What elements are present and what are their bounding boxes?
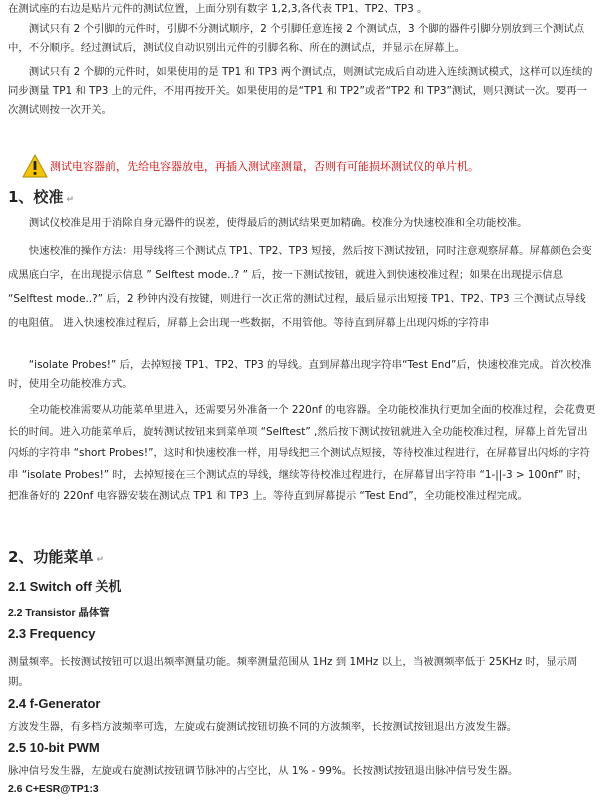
intro-line-1: 在测试座的右边是贴片元件的测试位置，上面分别有数字 1,2,3,各代表 TP1、TP2、TP3 。 bbox=[8, 3, 428, 15]
menu-item-switch-off-heading: 2.1 Switch off 关机 bbox=[8, 579, 122, 594]
menu-item-frequency-body: 测量频率。长按测试按钮可以退出频率测量功能。频率测量范围从 1Hz 到 1MHz 以上，当被测频率低于 25KHz 时，显示周期。 bbox=[8, 656, 578, 688]
menu-item-c-esr-heading: 2.6 C+ESR@TP1:3 bbox=[8, 784, 99, 795]
section-1-title: 1、校准 ↵ bbox=[8, 188, 74, 206]
menu-item-frequency-heading: 2.3 Frequency bbox=[8, 626, 96, 641]
warning-callout bbox=[22, 152, 479, 180]
section-1-paragraph-1: 测试仪校准是用于消除自身元器件的误差，使得最后的测试结果更加精确。校准分为快速校准和全功能校准。 bbox=[28, 217, 528, 229]
section-1-paragraph-2: 快速校准的操作方法：用导线将三个测试点 TP1、TP2、TP3 短接，然后按下测试按钮，同时注意观察屏幕。屏幕颜色会变成黑底白字，在出现提示信息 ” Selftest mode..? ” 后，按一下测试按钮，就进入到快速校准过程；如果在出现提示信息 “Selftest mode..?” 后，2 秒钟内没有按键，则进行一次正常的测试过程，最后显示出短接 TP1、TP2、TP3 三个测试点导线的电阻值。 进入快速校准过程后，屏幕上会出现一些数据，不用管他。等待直到屏幕上出现闪烁的字符串 bbox=[8, 245, 592, 329]
intro-paragraph-3: 测试只有 2 个脚的元件时，如果使用的是 TP1 和 TP3 两个测试点，则测试完成后自动进入连续测试模式，这样可以连续的同步测量 TP1 和 TP3 上的元件，不用再按开关。如果使用的是“TP1 和 TP2”或者“TP2 和 TP3”测试，则只测试一次。要再一次测试则按一次开关。 bbox=[8, 66, 593, 116]
section-2-title: 2、功能菜单 ↵ bbox=[8, 548, 104, 566]
section-1-paragraph-4: 全功能校准需要从功能菜单里进入，还需要另外准备一个 220nf 的电容器。全功能校准执行更加全面的校准过程，会花费更长的时间。进入功能菜单后，旋转测试按钮来到菜单项 “Selftest” ,然后按下测试按钮就进入全功能校准过程，屏幕上首先冒出闪烁的字符串 “short Probes!”，这时和快速校准一样，用导线把三个测试点短接，等待校准过程进行，在屏幕冒出闪烁的字符串 “isolate Probes!” 时，去掉短接在三个测试点的导线，继续等待校准过程进行，在屏幕冒出字符串 “1-||-3 > 100nf” 时，把准备好的 220nf 电容器安装在测试点 TP1 和 TP3 上。等待直到屏幕提示 “Test End”，全功能校准过程完成。 bbox=[8, 404, 596, 502]
warning-triangle-icon bbox=[22, 154, 48, 178]
menu-item-pwm-body: 脉冲信号发生器，左旋或右旋测试按钮调节脉冲的占空比，从 1% - 99%。长按测试按钮退出脉冲信号发生器。 bbox=[8, 765, 519, 777]
section-1-paragraph-3: “isolate Probes!” 后，去掉短接 TP1、TP2、TP3 的导线。直到屏幕出现字符串“Test End”后，快速校准完成。首次校准时，使用全功能校准方式。 bbox=[8, 359, 592, 390]
menu-item-f-generator-body: 方波发生器，有多档方波频率可选，左旋或右旋测试按钮切换不同的方波频率，长按测试按钮退出方波发生器。 bbox=[8, 721, 518, 733]
menu-item-transistor-heading: 2.2 Transistor 晶体管 bbox=[8, 608, 110, 619]
menu-item-pwm-heading: 2.5 10-bit PWM bbox=[8, 740, 100, 755]
warning-text: 测试电容器前，先给电容器放电，再插入测试座测量，否则有可能损坏测试仪的单片机。 bbox=[50, 160, 479, 173]
menu-item-f-generator-heading: 2.4 f-Generator bbox=[8, 696, 101, 711]
intro-paragraph-2: 测试只有 2 个引脚的元件时，引脚不分测试顺序，2 个引脚任意连接 2 个测试点，3 个脚的器件引脚分别放到三个测试点中，不分顺序。经过测试后，测试仪自动识别出元件的引脚名称、所在的测试点，并显示在屏幕上。 bbox=[8, 23, 585, 54]
